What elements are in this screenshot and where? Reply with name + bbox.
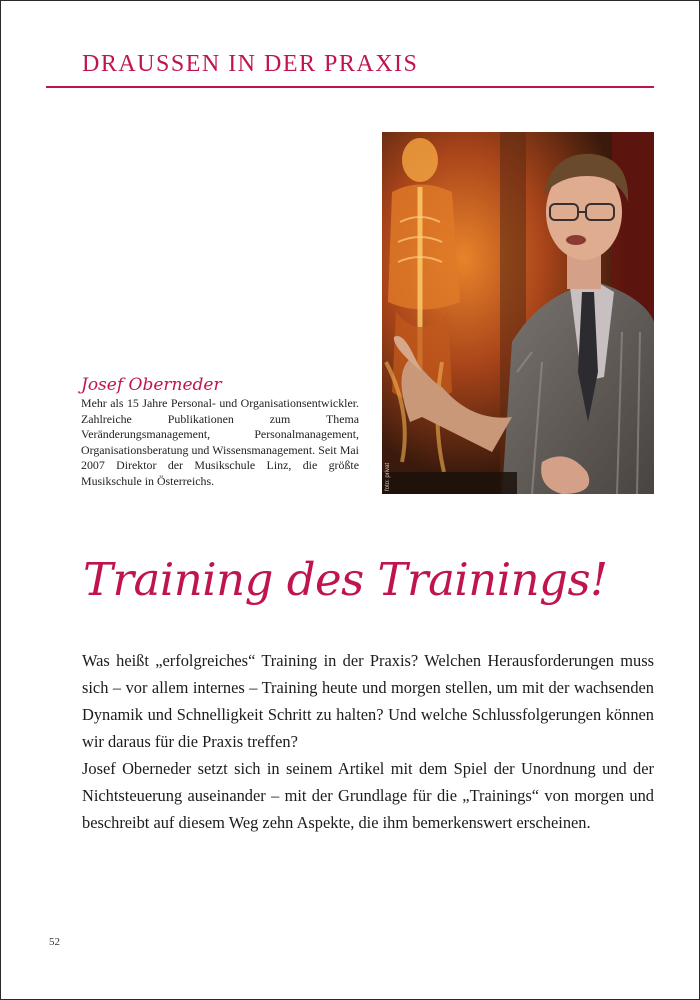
author-bio: Mehr als 15 Jahre Personal- und Organisationsentwickler. Zahlreiche Publikationen zum Thema Veränderungsmanagement, Personalmanagement, Organisationsberatung und Wissensmanagement. Seit Mai 2007 Direktor der Musikschule Linz, die größte Musikschule in Österreichs. — [81, 396, 359, 488]
author-name: Josef Oberneder — [81, 375, 222, 395]
photo-credit: foto: privat — [385, 462, 391, 491]
article-paragraph: Josef Oberneder setzt sich in seinem Artikel mit dem Spiel der Unordnung und der Nichtsteuerung auseinander – mit der Grundlage für die „Trainings“ von morgen und beschreibt auf diesem Weg zehn Aspekte, die ihm bemerkenswert erscheinen. — [82, 759, 654, 832]
article-body — [82, 647, 654, 836]
author-photo — [382, 132, 654, 494]
page-number: 52 — [49, 936, 60, 948]
author-info — [81, 375, 359, 489]
section-title: DRAUSSEN IN DER PRAXIS — [82, 51, 419, 77]
article-title: Training des Trainings! — [83, 553, 608, 606]
header-divider — [46, 86, 654, 88]
article-paragraph: Was heißt „erfolgreiches“ Training in der Praxis? Welchen Herausforderungen muss sich – vor allem internes – Training heute und morgen stellen, um mit der wachsenden Dynamik und Schnelligkeit Schritt zu halten? Und welche Schlussfolgerungen können wir daraus für die Praxis treffen? — [82, 651, 654, 751]
